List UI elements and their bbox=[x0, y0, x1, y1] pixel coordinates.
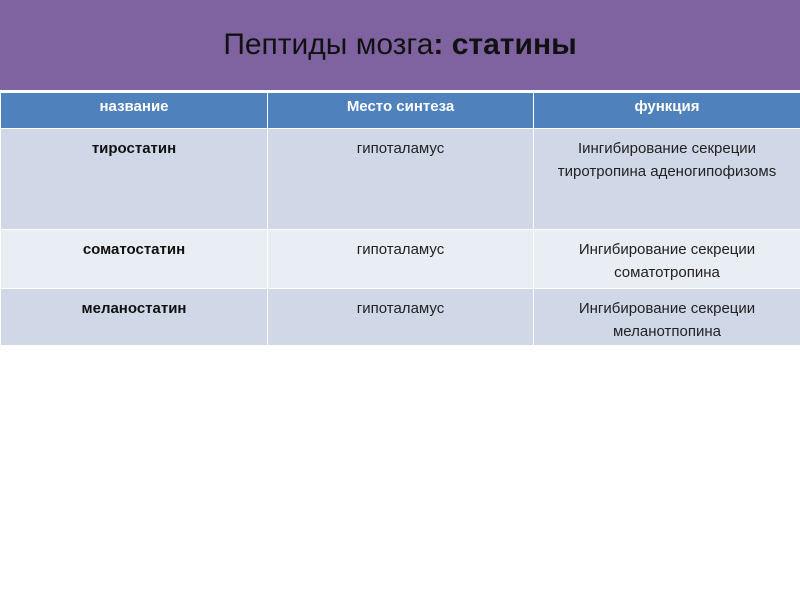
title-bold: статины bbox=[451, 28, 577, 61]
header-place: Место синтеза bbox=[268, 93, 534, 129]
cell-function: Iингибирование секреции тиротропина аденогипофизомs bbox=[534, 129, 800, 230]
cell-place: гипоталамус bbox=[268, 289, 534, 346]
statins-table bbox=[0, 92, 800, 346]
header-function: функция bbox=[534, 93, 800, 129]
title-plain: Пептиды мозга bbox=[223, 28, 434, 61]
cell-function: Ингибирование секреции меланотпопина bbox=[534, 289, 800, 346]
cell-name: меланостатин bbox=[1, 289, 268, 346]
cell-name: соматостатин bbox=[1, 230, 268, 289]
cell-place: гипоталамус bbox=[268, 129, 534, 230]
cell-function: Ингибирование секреции соматотропина bbox=[534, 230, 800, 289]
header-name: название bbox=[1, 93, 268, 129]
table-row bbox=[1, 230, 800, 289]
cell-name: тиростатин bbox=[1, 129, 268, 230]
table-row bbox=[1, 289, 800, 346]
table-row bbox=[1, 129, 800, 230]
cell-place: гипоталамус bbox=[268, 230, 534, 289]
table-header-row bbox=[1, 93, 800, 129]
title-colon: : bbox=[433, 28, 444, 61]
slide-title bbox=[0, 28, 800, 62]
